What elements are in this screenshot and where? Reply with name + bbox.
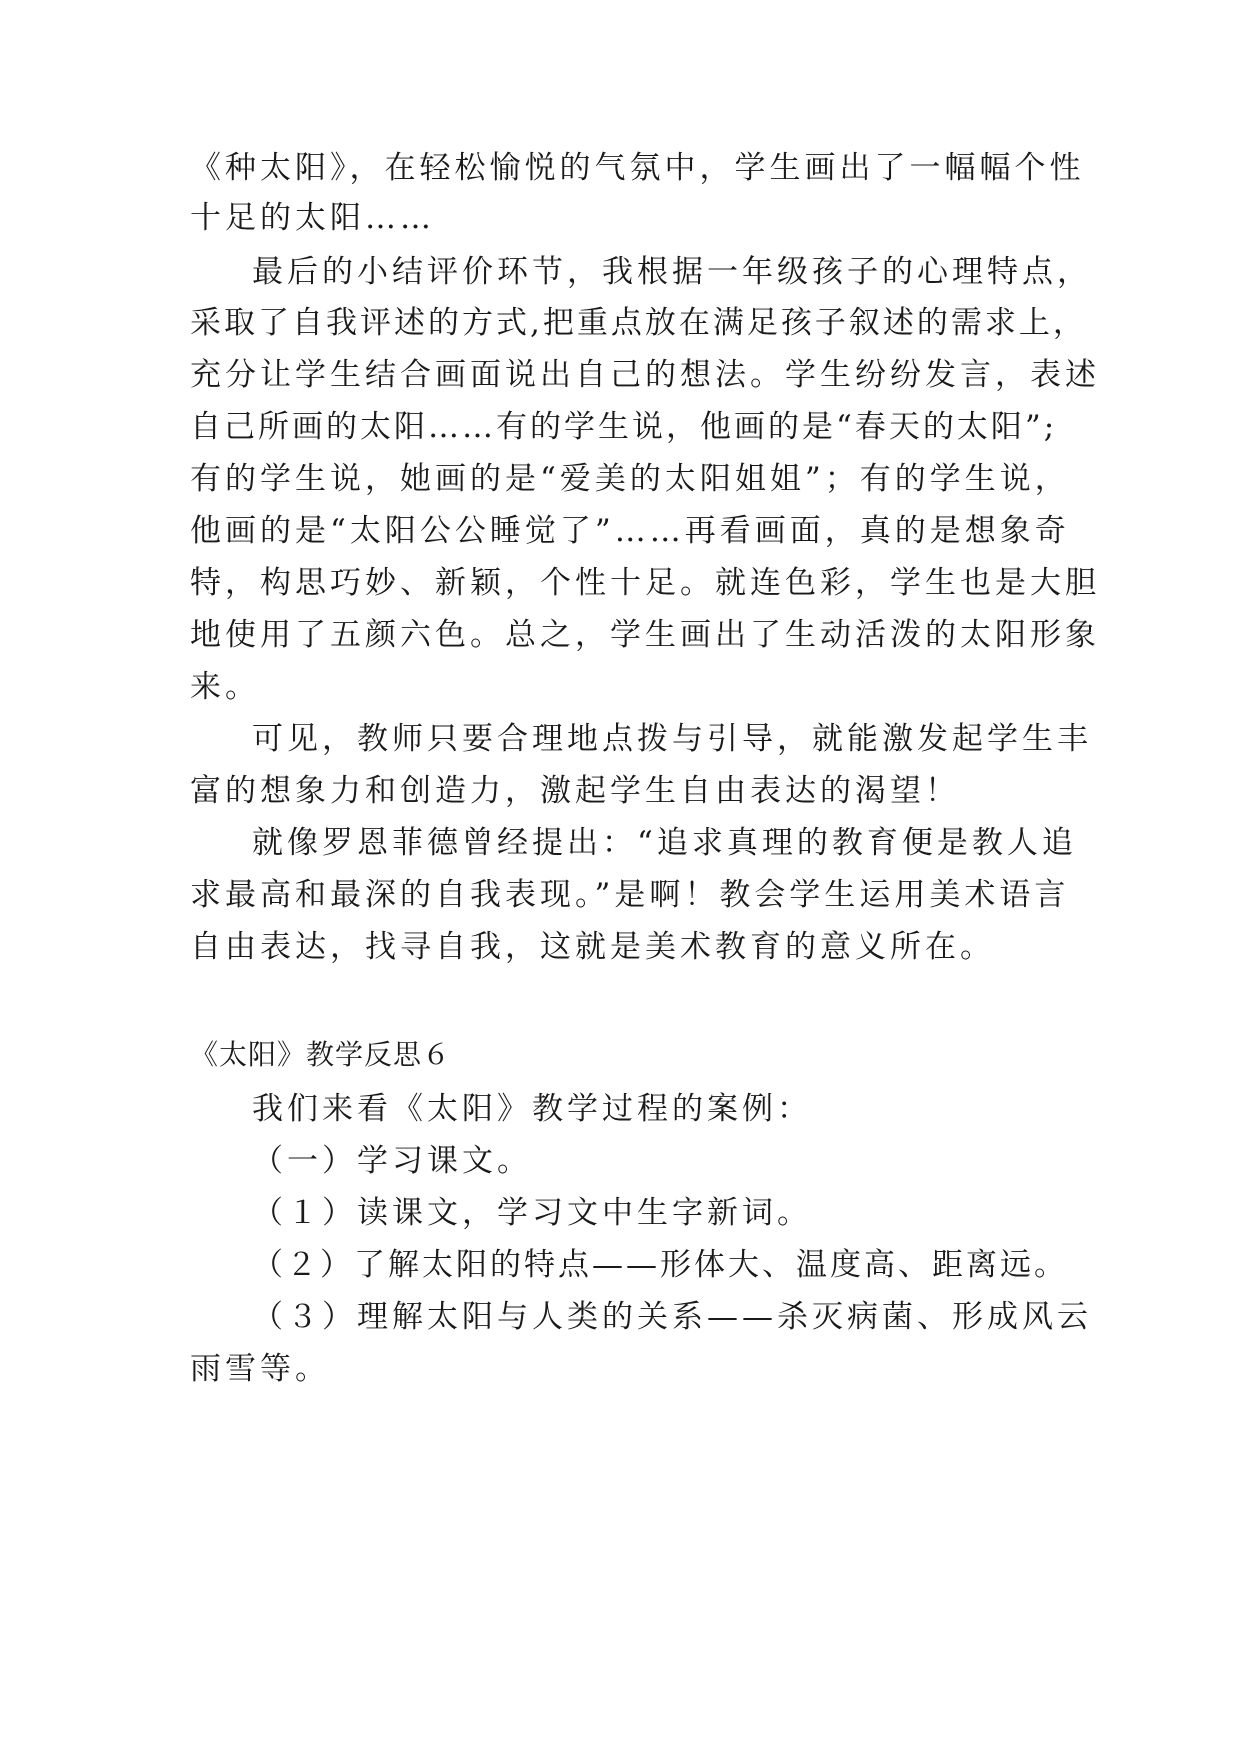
paragraph-line: 《种太阳》，在轻松愉悦的气氛中，学生画出了一幅幅个性	[190, 150, 1085, 186]
paragraph-line: 自由表达，找寻自我，这就是美术教育的意义所在。	[190, 929, 995, 965]
list-item: （２）了解太阳的特点——形体大、温度高、距离远。	[252, 1247, 1068, 1283]
paragraph-line: 十足的太阳……	[190, 200, 435, 236]
list-item: （１）读课文，学习文中生字新词。	[252, 1195, 812, 1231]
paragraph-line: 充分让学生结合画面说出自己的想法。学生纷纷发言，表述	[190, 357, 1100, 393]
paragraph-line: 地使用了五颜六色。总之，学生画出了生动活泼的太阳形象	[190, 617, 1100, 653]
paragraph-line: 最后的小结评价环节，我根据一年级孩子的心理特点，	[252, 254, 1092, 290]
paragraph-line: 他画的是“太阳公公睡觉了”……再看画面，真的是想象奇	[190, 513, 1070, 549]
paragraph-line: 就像罗恩菲德曾经提出：“追求真理的教育便是教人追	[252, 825, 1077, 861]
section-heading: 《太阳》教学反思６	[190, 1038, 452, 1071]
paragraph-line: 特，构思巧妙、新颖，个性十足。就连色彩，学生也是大胆	[190, 565, 1100, 601]
section-intro: 我们来看《太阳》教学过程的案例：	[252, 1091, 812, 1127]
paragraph-line: 自己所画的太阳……有的学生说，他画的是“春天的太阳”;	[190, 409, 1058, 445]
paragraph-line: 可见，教师只要合理地点拨与引导，就能激发起学生丰	[252, 721, 1092, 757]
paragraph-line: 求最高和最深的自我表现。”是啊！教会学生运用美术语言	[190, 877, 1070, 913]
list-item: （一）学习课文。	[252, 1143, 532, 1179]
list-item-continuation: 雨雪等。	[190, 1351, 330, 1387]
paragraph-line: 采取了自我评述的方式,把重点放在满足孩子叙述的需求上，	[190, 305, 1087, 341]
list-item: （３）理解太阳与人类的关系——杀灭病菌、形成风云	[252, 1299, 1092, 1335]
paragraph-line: 富的想象力和创造力，激起学生自由表达的渴望！	[190, 773, 960, 809]
paragraph-line: 有的学生说，她画的是“爱美的太阳姐姐”；有的学生说，	[190, 461, 1070, 497]
paragraph-line: 来。	[190, 669, 260, 705]
